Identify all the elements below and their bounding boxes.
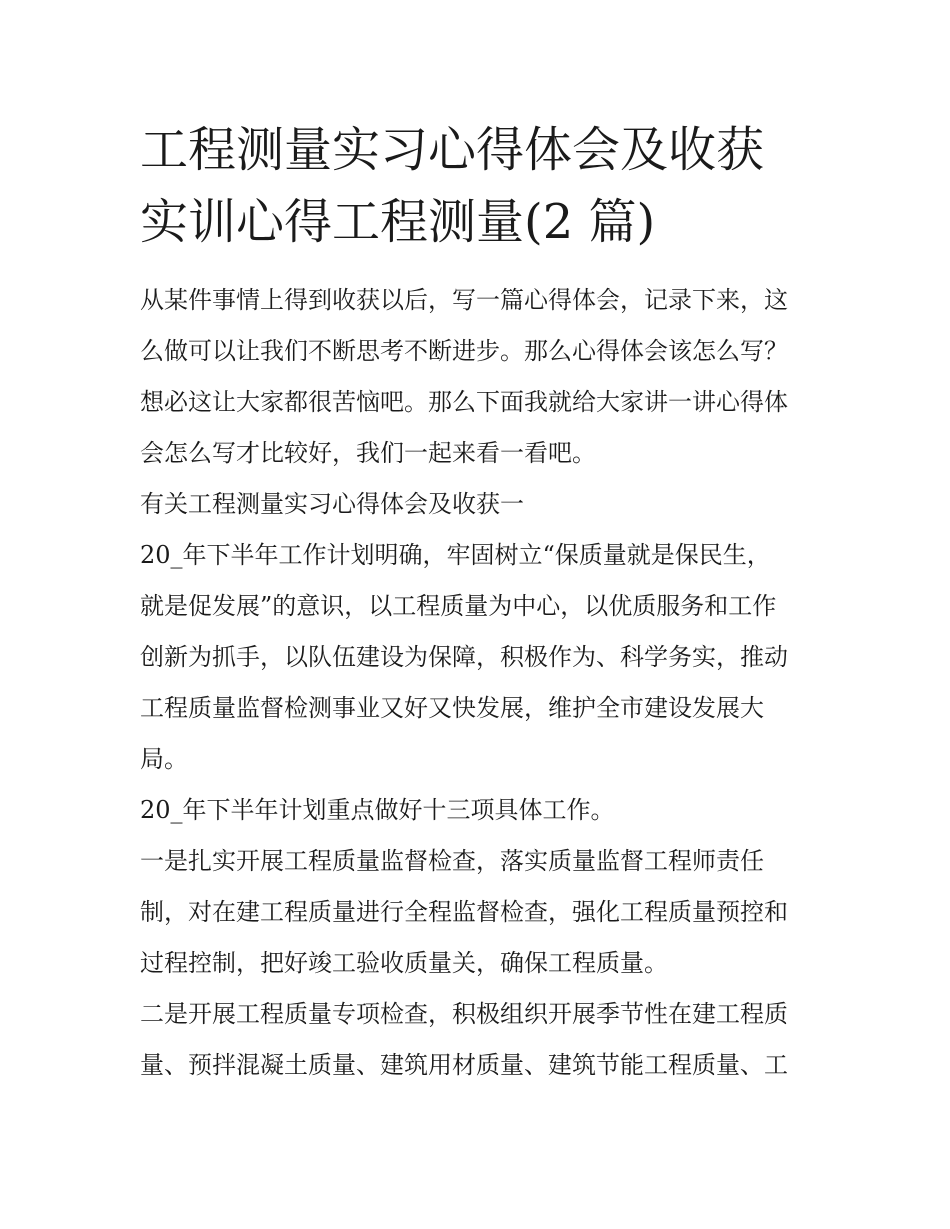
- body-line: 么做可以让我们不断思考不断进步。那么心得体会该怎么写？: [140, 337, 788, 365]
- section-heading: 有关工程测量实习心得体会及收获一: [140, 490, 524, 518]
- body-line: 20_年下半年计划重点做好十三项具体工作。: [140, 796, 615, 824]
- body-line: 量、预拌混凝土质量、建筑用材质量、建筑节能工程质量、工: [140, 1051, 788, 1079]
- body-line: 会怎么写才比较好，我们一起来看一看吧。: [140, 439, 596, 467]
- body-line: 想必这让大家都很苦恼吧。那么下面我就给大家讲一讲心得体: [140, 388, 788, 416]
- body-line: 20_年下半年工作计划明确，牢固树立“保质量就是保民生，: [140, 541, 771, 569]
- document-title: [140, 114, 830, 258]
- body-line: 二是开展工程质量专项检查，积极组织开展季节性在建工程质: [140, 1000, 788, 1028]
- body-line: 工程质量监督检测事业又好又快发展，维护全市建设发展大: [140, 694, 764, 722]
- title-line-1: 工程测量实习心得体会及收获: [140, 122, 765, 178]
- body-line: 一是扎实开展工程质量监督检查，落实质量监督工程师责任: [140, 847, 764, 875]
- body-line: 从某件事情上得到收获以后，写一篇心得体会，记录下来，这: [140, 286, 788, 314]
- body-line: 过程控制，把好竣工验收质量关，确保工程质量。: [140, 949, 668, 977]
- body-line: 创新为抓手，以队伍建设为保障，积极作为、科学务实，推动: [140, 643, 788, 671]
- body-line: 制，对在建工程质量进行全程监督检查，强化工程质量预控和: [140, 898, 788, 926]
- title-line-2: 实训心得工程测量(2 篇): [140, 194, 656, 250]
- document-body: [140, 275, 820, 1091]
- body-line: 就是促发展”的意识，以工程质量为中心，以优质服务和工作: [140, 592, 777, 620]
- body-line: 局。: [140, 745, 188, 773]
